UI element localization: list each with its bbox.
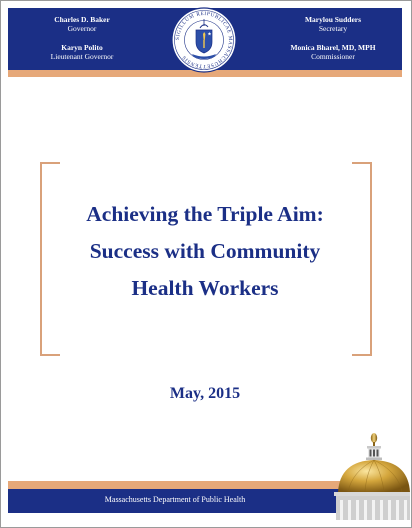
official-role: Governor bbox=[67, 23, 97, 33]
title-bracket-left bbox=[40, 162, 60, 356]
official-lieutenant-governor bbox=[22, 44, 142, 61]
official-secretary bbox=[268, 16, 398, 33]
publication-date: May, 2015 bbox=[169, 385, 241, 402]
massachusetts-seal-icon bbox=[170, 6, 238, 74]
report-title bbox=[60, 196, 350, 307]
official-governor bbox=[22, 16, 142, 33]
official-commissioner bbox=[268, 44, 398, 61]
official-name: Karyn Polito bbox=[61, 43, 103, 52]
official-role: Commissioner bbox=[311, 51, 355, 61]
official-role: Secretary bbox=[318, 23, 348, 33]
state-house-dome-icon bbox=[318, 430, 410, 520]
svg-text:SIGILLUM REIPUBLICAE MASSACHUS: SIGILLUM REIPUBLICAE MASSACHUSETTENSIS bbox=[174, 10, 234, 70]
official-role: Lieutenant Governor bbox=[50, 51, 114, 61]
official-name: Marylou Sudders bbox=[304, 15, 362, 24]
title-bracket-right bbox=[352, 162, 372, 356]
title-line: Achieving the Triple Aim: bbox=[86, 202, 324, 226]
department-name: Massachusetts Department of Public Health bbox=[104, 495, 246, 504]
official-name: Monica Bharel, MD, MPH bbox=[290, 43, 376, 52]
title-line: Success with Community bbox=[89, 239, 321, 263]
official-name: Charles D. Baker bbox=[54, 15, 110, 24]
title-line: Health Workers bbox=[131, 276, 279, 300]
